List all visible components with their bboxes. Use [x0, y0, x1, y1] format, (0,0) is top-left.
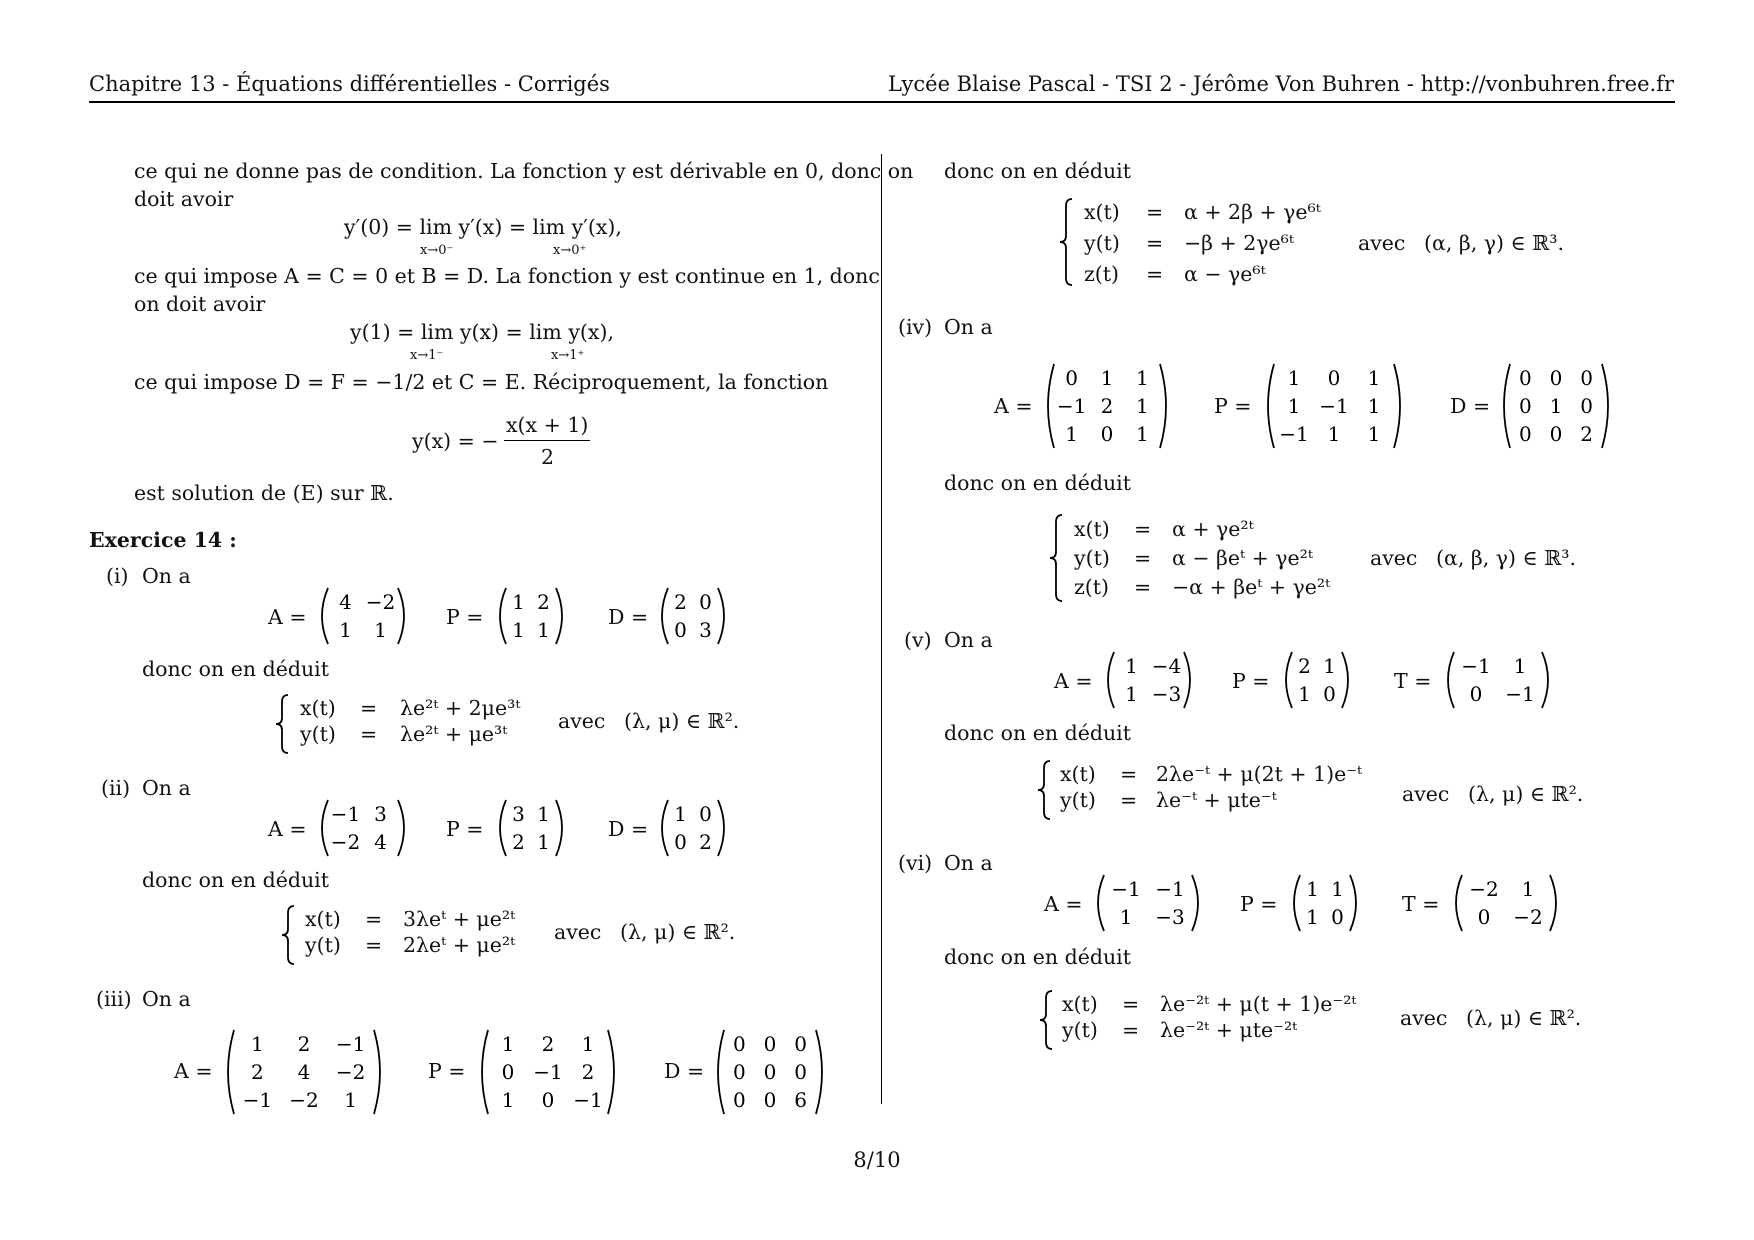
matrix-left-paren — [1108, 652, 1114, 708]
matrix-entry: 3 — [512, 802, 525, 826]
matrix-left-paren — [1504, 364, 1510, 448]
matrix-entry: 0 — [794, 1060, 808, 1084]
matrix-entry: 1 — [501, 1032, 515, 1056]
i-matrix-D — [658, 588, 728, 644]
matrix-entry: 0 — [541, 1088, 555, 1112]
vi-matrix-A — [1094, 875, 1202, 931]
i-deduce: donc on en déduit — [142, 657, 329, 681]
matrix-entry: −2 — [1513, 905, 1543, 929]
v-sys-y: y(t) — [1060, 788, 1096, 812]
iii-sys-x-rhs: α + 2β + γe⁶ᵗ — [1184, 200, 1321, 224]
matrix-entry: 2 — [1298, 654, 1311, 678]
matrix-entry: 0 — [501, 1060, 515, 1084]
matrix-entry: 1 — [512, 590, 525, 614]
matrix-right-paren — [556, 800, 562, 856]
equation-limit-derivative: y′(0) = lim y′(x) = lim y′(x), — [344, 215, 622, 239]
matrix-entry: 1 — [1125, 654, 1138, 678]
column-divider — [881, 154, 882, 1104]
matrix-right-paren — [1184, 652, 1190, 708]
header-rule — [89, 101, 1675, 103]
matrix-left-paren — [1456, 875, 1462, 931]
ii-matrix-D — [658, 800, 728, 856]
matrix-entry: 2 — [541, 1032, 555, 1056]
matrix-entry: 0 — [1100, 422, 1114, 446]
ii-deduce: donc on en déduit — [142, 868, 329, 892]
paragraph-3: ce qui impose D = F = −1/2 et C = E. Réciproquement, la fonction — [134, 370, 829, 394]
matrix-entry: 6 — [794, 1088, 808, 1112]
iv-P-label: P = — [1214, 394, 1252, 418]
matrix-entry: 1 — [512, 618, 525, 642]
vi-domain: (λ, μ) ∈ ℝ². — [1466, 1006, 1582, 1030]
i-sys-eq2: = — [360, 722, 378, 746]
eq2-sub-right: x→1⁺ — [551, 348, 585, 363]
matrix-entry: 1 — [1119, 905, 1133, 929]
matrix-entry: 2 — [250, 1060, 264, 1084]
i-matrix-A — [318, 588, 408, 644]
matrix-entry: 4 — [297, 1060, 311, 1084]
ii-matrix-A — [318, 800, 408, 856]
item-ii-label: (ii) — [101, 776, 131, 800]
matrix-right-paren — [1550, 875, 1556, 931]
matrix-entry: 0 — [1580, 394, 1594, 418]
matrix-entry: 0 — [699, 590, 712, 614]
matrix-entry: 1 — [501, 1088, 515, 1112]
matrix-right-paren — [398, 800, 404, 856]
iv-sys-x: x(t) — [1074, 517, 1110, 541]
matrix-right-paren — [1602, 364, 1608, 448]
i-sys-eq1: = — [360, 696, 378, 720]
curly-brace — [1060, 199, 1072, 285]
matrix-entry: 1 — [1287, 366, 1301, 390]
matrix-right-paren — [718, 800, 724, 856]
matrix-left-paren — [500, 800, 506, 856]
v-sys-eq1: = — [1120, 762, 1138, 786]
matrix-entry: −2 — [365, 590, 396, 614]
matrix-right-paren — [374, 1030, 380, 1114]
iii-matrix-P — [478, 1030, 618, 1114]
item-iii-text: On a — [142, 987, 191, 1011]
vi-A-label: A = — [1044, 892, 1083, 916]
item-v-label: (v) — [904, 628, 932, 652]
ii-avec: avec — [554, 920, 602, 944]
matrix-entry: 1 — [1323, 654, 1336, 678]
matrix-entry: 1 — [1287, 394, 1301, 418]
v-sys-eq2: = — [1120, 788, 1138, 812]
vi-sys-y: y(t) — [1062, 1018, 1098, 1042]
matrix-entry: 0 — [699, 802, 712, 826]
matrix-left-paren — [662, 800, 668, 856]
matrix-entry: −1 — [330, 802, 361, 826]
i-D-label: D = — [608, 605, 649, 629]
paragraph-2a: ce qui impose A = C = 0 et B = D. La fonction y est continue en 1, donc — [134, 264, 880, 288]
v-T-label: T = — [1394, 669, 1432, 693]
ii-sys-eq1: = — [365, 907, 383, 931]
matrix-entry: −3 — [1151, 682, 1182, 706]
matrix-entry: 0 — [1518, 366, 1532, 390]
matrix-entry: −1 — [1461, 654, 1491, 678]
matrix-entry: 0 — [763, 1088, 777, 1112]
iii-A-label: A = — [174, 1059, 213, 1083]
matrix-right-paren — [1342, 652, 1348, 708]
iii-avec: avec — [1358, 231, 1406, 255]
ii-A-label: A = — [268, 817, 307, 841]
paragraph-2b: on doit avoir — [134, 292, 266, 316]
matrix-entry: 0 — [732, 1088, 746, 1112]
matrix-left-paren — [1286, 652, 1292, 708]
matrix-right-paren — [608, 1030, 614, 1114]
matrix-entry: 1 — [1100, 366, 1114, 390]
eq2-sub-left: x→1⁻ — [410, 348, 444, 363]
item-iv-text: On a — [944, 315, 993, 339]
ii-sys-y-rhs: 2λeᵗ + μe²ᵗ — [403, 933, 516, 957]
matrix-entry: 1 — [374, 618, 387, 642]
curly-brace — [1040, 991, 1052, 1049]
i-avec: avec — [558, 709, 606, 733]
iv-avec: avec — [1370, 546, 1418, 570]
matrix-entry: 0 — [1477, 905, 1491, 929]
matrix-entry: 2 — [512, 830, 525, 854]
v-avec: avec — [1402, 782, 1450, 806]
i-matrix-P — [496, 588, 566, 644]
i-system-brace — [274, 694, 290, 754]
vi-T-label: T = — [1402, 892, 1440, 916]
paragraph-4: est solution de (E) sur ℝ. — [134, 481, 394, 505]
matrix-entry: 2 — [1100, 394, 1114, 418]
matrix-entry: 2 — [581, 1060, 595, 1084]
iv-sys-y: y(t) — [1074, 546, 1110, 570]
matrix-entry: −2 — [1469, 877, 1499, 901]
vi-sys-eq2: = — [1122, 1018, 1140, 1042]
iv-sys-z: z(t) — [1074, 575, 1110, 599]
item-vi-label: (vi) — [898, 851, 933, 875]
matrix-entry: 1 — [1135, 422, 1149, 446]
ii-sys-y: y(t) — [305, 933, 341, 957]
v-sys-y-rhs: λe⁻ᵗ + μte⁻ᵗ — [1156, 788, 1277, 812]
matrix-entry: 1 — [1125, 682, 1138, 706]
iv-D-label: D = — [1450, 394, 1491, 418]
item-i-label: (i) — [106, 564, 129, 588]
ii-sys-x: x(t) — [305, 907, 341, 931]
iv-sys-x-rhs: α + γe²ᵗ — [1172, 517, 1254, 541]
matrix-right-paren — [398, 588, 404, 644]
matrix-entry: 3 — [699, 618, 712, 642]
matrix-entry: 0 — [1518, 422, 1532, 446]
iii-system-brace — [1058, 198, 1074, 286]
matrix-left-paren — [662, 588, 668, 644]
matrix-entry: 2 — [699, 830, 712, 854]
matrix-entry: 0 — [794, 1032, 808, 1056]
iv-sys-y-rhs: α − βeᵗ + γe²ᵗ — [1172, 546, 1313, 570]
v-sys-x-rhs: 2λe⁻ᵗ + μ(2t + 1)e⁻ᵗ — [1156, 762, 1363, 786]
matrix-entry: 0 — [1469, 682, 1483, 706]
matrix-right-paren — [556, 588, 562, 644]
matrix-entry: 4 — [339, 590, 352, 614]
iii-matrix-D — [714, 1030, 826, 1114]
iv-sys-eq2: = — [1134, 546, 1152, 570]
vi-sys-eq1: = — [1122, 992, 1140, 1016]
i-domain: (λ, μ) ∈ ℝ². — [624, 709, 740, 733]
matrix-entry: 1 — [1306, 877, 1319, 901]
v-A-label: A = — [1054, 669, 1093, 693]
i-sys-y: y(t) — [300, 722, 336, 746]
matrix-entry: −1 — [573, 1088, 603, 1112]
matrix-entry: 2 — [537, 590, 550, 614]
matrix-entry: 1 — [250, 1032, 264, 1056]
iii-deduce: donc on en déduit — [944, 159, 1131, 183]
exercise-title: Exercice 14 : — [89, 528, 237, 552]
v-matrix-T — [1444, 652, 1552, 708]
matrix-entry: 1 — [1331, 877, 1344, 901]
i-sys-x: x(t) — [300, 696, 336, 720]
v-sys-x: x(t) — [1060, 762, 1096, 786]
matrix-right-paren — [1542, 652, 1548, 708]
v-system-brace — [1036, 760, 1052, 820]
iv-sys-z-rhs: −α + βeᵗ + γe²ᵗ — [1172, 575, 1331, 599]
v-deduce: donc on en déduit — [944, 721, 1131, 745]
matrix-entry: 0 — [763, 1032, 777, 1056]
vi-sys-x: x(t) — [1062, 992, 1098, 1016]
iv-system-brace — [1048, 514, 1064, 602]
matrix-entry: −1 — [242, 1088, 273, 1112]
matrix-left-paren — [322, 588, 328, 644]
matrix-left-paren — [1048, 364, 1054, 448]
matrix-entry: −4 — [1151, 654, 1182, 678]
matrix-entry: 1 — [1367, 394, 1381, 418]
matrix-right-paren — [1350, 875, 1356, 931]
curly-brace — [276, 695, 288, 753]
matrix-left-paren — [718, 1030, 724, 1114]
v-matrix-P — [1282, 652, 1352, 708]
matrix-entry: 0 — [1331, 905, 1344, 929]
matrix-entry: −2 — [335, 1060, 366, 1084]
iii-D-label: D = — [664, 1059, 705, 1083]
vi-deduce: donc on en déduit — [944, 945, 1131, 969]
matrix-entry: 2 — [1580, 422, 1594, 446]
item-vi-text: On a — [944, 851, 993, 875]
iii-sys-eq1: = — [1146, 200, 1164, 224]
matrix-left-paren — [228, 1030, 234, 1114]
matrix-entry: 1 — [537, 618, 550, 642]
iii-domain: (α, β, γ) ∈ ℝ³. — [1424, 231, 1564, 255]
iii-sys-y: y(t) — [1084, 231, 1120, 255]
matrix-entry: 2 — [297, 1032, 311, 1056]
vi-sys-y-rhs: λe⁻²ᵗ + μte⁻²ᵗ — [1160, 1018, 1298, 1042]
matrix-entry: 0 — [732, 1032, 746, 1056]
matrix-entry: 3 — [374, 802, 387, 826]
iii-sys-eq3: = — [1146, 262, 1164, 286]
curly-brace — [282, 906, 294, 964]
matrix-entry: −2 — [330, 830, 361, 854]
ii-system-brace — [280, 905, 296, 965]
matrix-entry: −2 — [289, 1088, 319, 1112]
paragraph-1a: ce qui ne donne pas de condition. La fonction y est dérivable en 0, donc on — [134, 159, 914, 183]
iv-matrix-D — [1500, 364, 1612, 448]
matrix-entry: 1 — [1135, 366, 1149, 390]
matrix-entry: 1 — [1065, 422, 1079, 446]
matrix-right-paren — [1192, 875, 1198, 931]
matrix-entry: 1 — [1549, 394, 1563, 418]
item-iii-label: (iii) — [96, 987, 132, 1011]
equation-limit-continuity: y(1) = lim y(x) = lim y(x), — [350, 320, 614, 344]
ii-D-label: D = — [608, 817, 649, 841]
header-right: Lycée Blaise Pascal - TSI 2 - Jérôme Von Buhren - http://vonbuhren.free.fr — [887, 72, 1674, 96]
iii-P-label: P = — [428, 1059, 466, 1083]
item-ii-text: On a — [142, 776, 191, 800]
matrix-entry: 0 — [674, 618, 687, 642]
ii-matrix-P — [496, 800, 566, 856]
item-v-text: On a — [944, 628, 993, 652]
matrix-entry: −1 — [335, 1032, 366, 1056]
vi-sys-x-rhs: λe⁻²ᵗ + μ(t + 1)e⁻²ᵗ — [1160, 992, 1357, 1016]
matrix-entry: 1 — [1513, 654, 1527, 678]
iii-sys-x: x(t) — [1084, 200, 1120, 224]
matrix-entry: 1 — [1327, 422, 1341, 446]
i-sys-y-rhs: λe²ᵗ + μe³ᵗ — [400, 722, 508, 746]
matrix-right-paren — [816, 1030, 822, 1114]
vi-matrix-T — [1452, 875, 1560, 931]
matrix-entry: 1 — [581, 1032, 595, 1056]
matrix-entry: 1 — [344, 1088, 358, 1112]
matrix-right-paren — [718, 588, 724, 644]
eq3-lhs: y(x) = − — [412, 429, 499, 453]
v-P-label: P = — [1232, 669, 1270, 693]
ii-P-label: P = — [446, 817, 484, 841]
fraction-bar — [504, 440, 590, 441]
matrix-right-paren — [1160, 364, 1166, 448]
v-matrix-A — [1104, 652, 1194, 708]
matrix-entry: 1 — [674, 802, 687, 826]
matrix-entry: 0 — [1518, 394, 1532, 418]
matrix-entry: −3 — [1155, 905, 1185, 929]
iii-sys-z: z(t) — [1084, 262, 1120, 286]
matrix-entry: 0 — [763, 1060, 777, 1084]
matrix-entry: −1 — [1111, 877, 1141, 901]
matrix-entry: 1 — [1521, 877, 1535, 901]
matrix-left-paren — [1268, 364, 1274, 448]
matrix-entry: 0 — [1580, 366, 1594, 390]
matrix-entry: 0 — [1323, 682, 1336, 706]
matrix-entry: −1 — [1056, 394, 1087, 418]
matrix-left-paren — [500, 588, 506, 644]
iv-deduce: donc on en déduit — [944, 471, 1131, 495]
iv-matrix-A — [1044, 364, 1170, 448]
eq1-sub-right: x→0⁺ — [553, 243, 587, 258]
matrix-left-paren — [1448, 652, 1454, 708]
page-number: 8/10 — [853, 1148, 901, 1172]
matrix-entry: 0 — [1327, 366, 1341, 390]
vi-avec: avec — [1400, 1006, 1448, 1030]
matrix-entry: 0 — [674, 830, 687, 854]
i-sys-x-rhs: λe²ᵗ + 2μe³ᵗ — [400, 696, 521, 720]
matrix-left-paren — [1294, 875, 1300, 931]
eq3-numerator: x(x + 1) — [506, 413, 589, 437]
matrix-entry: 0 — [732, 1060, 746, 1084]
curly-brace — [1038, 761, 1050, 819]
matrix-entry: 4 — [374, 830, 387, 854]
matrix-entry: −1 — [533, 1060, 563, 1084]
matrix-entry: 1 — [537, 802, 550, 826]
matrix-entry: −1 — [1155, 877, 1185, 901]
iv-sys-eq3: = — [1134, 575, 1152, 599]
i-A-label: A = — [268, 605, 307, 629]
iv-domain: (α, β, γ) ∈ ℝ³. — [1436, 546, 1576, 570]
matrix-entry: 1 — [1367, 366, 1381, 390]
matrix-entry: 1 — [1367, 422, 1381, 446]
matrix-entry: −1 — [1505, 682, 1535, 706]
matrix-left-paren — [482, 1030, 488, 1114]
curly-brace — [1050, 515, 1062, 601]
vi-system-brace — [1038, 990, 1054, 1050]
matrix-left-paren — [322, 800, 328, 856]
item-iv-label: (iv) — [898, 315, 933, 339]
matrix-entry: 0 — [1549, 366, 1563, 390]
matrix-entry: 1 — [537, 830, 550, 854]
matrix-entry: −1 — [1319, 394, 1349, 418]
iv-matrix-P — [1264, 364, 1404, 448]
vi-matrix-P — [1290, 875, 1360, 931]
iii-sys-eq2: = — [1146, 231, 1164, 255]
matrix-entry: 0 — [1549, 422, 1563, 446]
matrix-left-paren — [1098, 875, 1104, 931]
ii-domain: (λ, μ) ∈ ℝ². — [620, 920, 736, 944]
ii-sys-eq2: = — [365, 933, 383, 957]
matrix-entry: 0 — [1065, 366, 1079, 390]
eq3-denominator: 2 — [541, 445, 555, 469]
matrix-entry: 1 — [1306, 905, 1319, 929]
iv-sys-eq1: = — [1134, 517, 1152, 541]
header-left: Chapitre 13 - Équations différentielles - Corrigés — [89, 72, 610, 96]
i-P-label: P = — [446, 605, 484, 629]
matrix-entry: 1 — [339, 618, 352, 642]
eq1-sub-left: x→0⁻ — [420, 243, 454, 258]
vi-P-label: P = — [1240, 892, 1278, 916]
iii-sys-z-rhs: α − γe⁶ᵗ — [1184, 262, 1266, 286]
paragraph-1b: doit avoir — [134, 187, 234, 211]
matrix-entry: 1 — [1298, 682, 1311, 706]
matrix-entry: 2 — [674, 590, 687, 614]
item-i-text: On a — [142, 564, 191, 588]
ii-sys-x-rhs: 3λeᵗ + μe²ᵗ — [403, 907, 516, 931]
matrix-entry: −1 — [1279, 422, 1309, 446]
iii-sys-y-rhs: −β + 2γe⁶ᵗ — [1184, 231, 1294, 255]
iv-A-label: A = — [994, 394, 1033, 418]
iii-matrix-A — [224, 1030, 384, 1114]
matrix-entry: 1 — [1135, 394, 1149, 418]
v-domain: (λ, μ) ∈ ℝ². — [1468, 782, 1584, 806]
matrix-right-paren — [1394, 364, 1400, 448]
